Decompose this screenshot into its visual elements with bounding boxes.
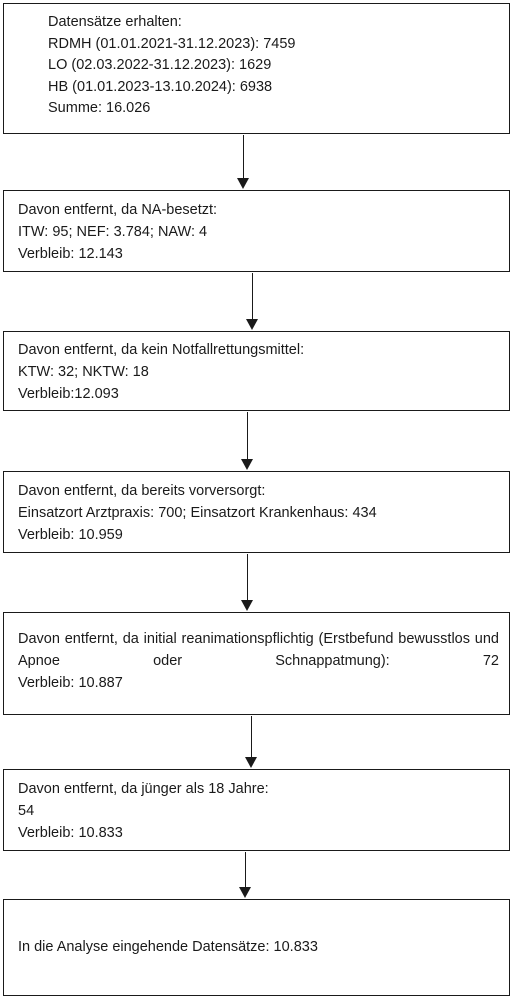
box-text-line: RDMH (01.01.2021-31.12.2023): 7459 <box>48 35 296 52</box>
flowchart-box-resuscitation <box>3 612 510 715</box>
box-text-line: KTW: 32; NKTW: 18 <box>18 364 149 380</box>
flowchart-box-under-18 <box>3 769 510 851</box>
flow-arrow <box>246 273 258 330</box>
box-text-line: 54 <box>18 803 35 819</box>
box-text-line: Verbleib: 10.887 <box>18 675 123 691</box>
box-text-line: Davon entfernt, da initial reanimationspflichtig (Erstbefund bewusstlos und Apnoe oder Schnappatmung): 72 <box>18 631 499 669</box>
flow-arrow <box>241 554 253 611</box>
flow-arrow <box>239 852 251 898</box>
flowchart-box-data-received <box>3 3 510 134</box>
flowchart-box-analysis-dataset <box>3 899 510 996</box>
box-text-line: Datensätze erhalten: <box>48 14 182 30</box>
flowchart-box-physician-staffed <box>3 190 510 272</box>
box-text-line: Verbleib: 10.959 <box>18 527 123 543</box>
box-text-line: ITW: 95; NEF: 3.784; NAW: 4 <box>18 224 208 240</box>
box-text-line: Verbleib: 10.833 <box>18 825 123 841</box>
box-text-line: Davon entfernt, da NA-besetzt: <box>18 202 218 218</box>
box-text-line: LO (02.03.2022-31.12.2023): 1629 <box>48 57 272 73</box>
box-text-line: Davon entfernt, da bereits vorversorgt: <box>18 483 266 499</box>
flow-arrow <box>237 135 249 189</box>
box-text-line: Einsatzort Arztpraxis: 700; Einsatzort Krankenhaus: 434 <box>18 505 377 521</box>
box-text-line: Summe: 16.026 <box>48 100 151 116</box>
box-text-line: Verbleib:12.093 <box>18 386 119 402</box>
flowchart-box-already-treated <box>3 471 510 553</box>
flow-arrow <box>241 412 253 470</box>
flowchart-box-no-emergency-vehicle <box>3 331 510 411</box>
box-text-line: Davon entfernt, da kein Notfallrettungsmittel: <box>18 342 305 358</box>
box-text-line: In die Analyse eingehende Datensätze: 10.833 <box>18 939 318 955</box>
box-text-line: HB (01.01.2023-13.10.2024): 6938 <box>48 78 273 95</box>
box-text-line: Verbleib: 12.143 <box>18 246 123 262</box>
flow-arrow <box>245 716 257 768</box>
box-text-line: Davon entfernt, da jünger als 18 Jahre: <box>18 781 269 797</box>
